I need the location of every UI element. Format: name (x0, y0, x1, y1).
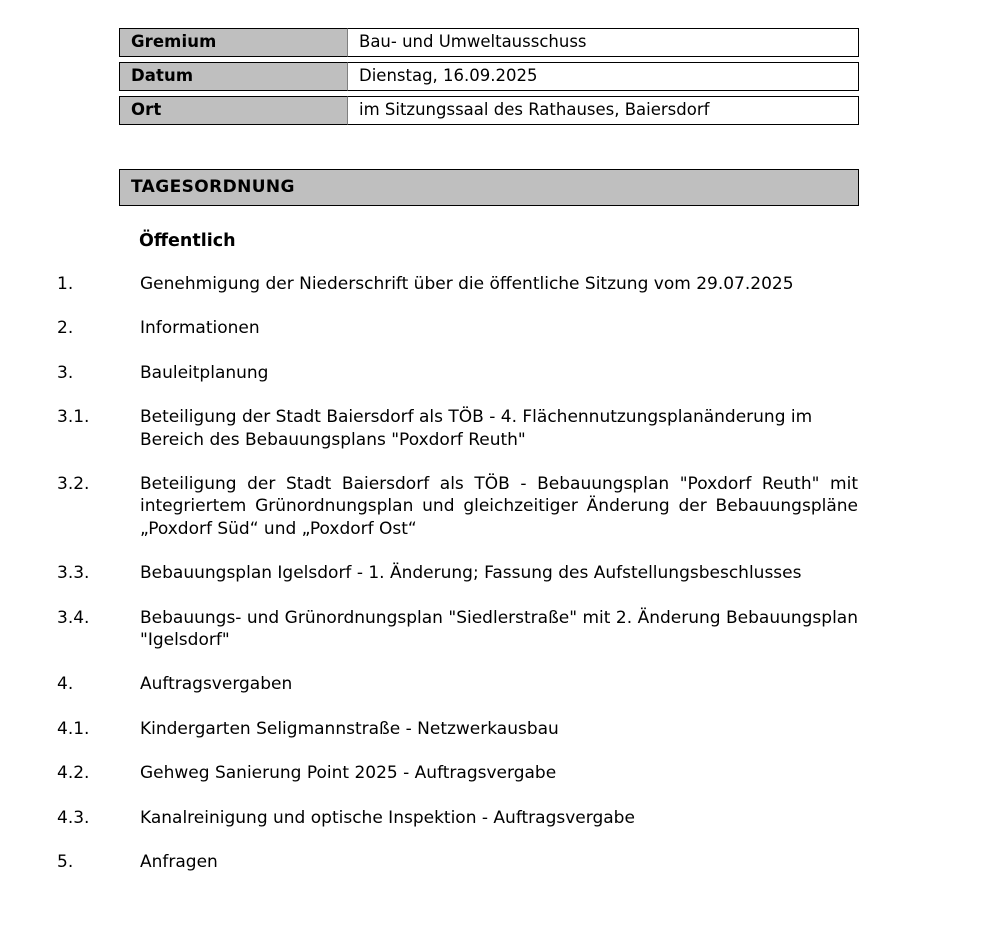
agenda-item-text: Bebauungsplan Igelsdorf - 1. Änderung; Fassung des Aufstellungsbeschlusses (140, 563, 802, 584)
metadata-label-datum: Datum (119, 62, 348, 91)
agenda-item-number: 4.2. (57, 763, 90, 784)
agenda-item-number: 2. (57, 318, 74, 339)
agenda-item-number: 3.1. (57, 407, 90, 428)
agenda-item-text: Gehweg Sanierung Point 2025 - Auftragsvergabe (140, 763, 557, 784)
list-item (57, 607, 858, 652)
agenda-item-text: Kindergarten Seligmannstraße - Netzwerkausbau (140, 718, 559, 739)
agenda-item-number: 3.4. (57, 607, 90, 628)
agenda-item-text: Bebauungs- und Grünordnungsplan "Siedlerstraße" mit 2. Änderung Bebauungsplan "Igelsdorf" (140, 607, 858, 651)
agenda-item-text: Bauleitplanung (140, 362, 269, 383)
agenda-item-number: 4. (57, 674, 74, 695)
agenda-item-text: Auftragsvergaben (140, 674, 293, 695)
list-item (57, 762, 858, 784)
table-row (119, 28, 859, 57)
list-item (57, 406, 858, 451)
agenda-item-text: Kanalreinigung und optische Inspektion - Auftragsvergabe (140, 807, 635, 828)
agenda-item-text: Informationen (140, 318, 260, 339)
agenda-item-text: Anfragen (140, 852, 218, 873)
section-heading-oeffentlich: Öffentlich (139, 231, 236, 251)
agenda-item-number: 4.1. (57, 718, 90, 739)
agenda-item-number: 4.3. (57, 807, 90, 828)
agenda-item-text: Beteiligung der Stadt Baiersdorf als TÖB - 4. Flächennutzungsplanänderung im Bereich des Bebauungsplans "Poxdorf Reuth" (140, 407, 813, 450)
list-item (57, 562, 858, 584)
table-row (119, 62, 859, 91)
list-item (57, 851, 858, 873)
table-row (119, 96, 859, 125)
agenda-item-number: 1. (57, 274, 74, 294)
list-item (57, 317, 858, 339)
metadata-label-gremium: Gremium (119, 28, 348, 57)
agenda-item-number: 3.2. (57, 474, 90, 495)
metadata-value-datum: Dienstag, 16.09.2025 (348, 62, 859, 91)
metadata-label-ort: Ort (119, 96, 348, 125)
agenda-item-text: Beteiligung der Stadt Baiersdorf als TÖB - Bebauungsplan "Poxdorf Reuth" mit integriertem Grünordnungsplan und gleichzeitiger Änderung der Bebauungspläne „Poxdorf Süd“ und „Poxdorf Ost“ (140, 474, 858, 539)
list-item (57, 718, 858, 740)
list-item (57, 807, 858, 829)
metadata-value-gremium: Bau- und Umweltausschuss (348, 28, 859, 57)
agenda-item-number: 3.3. (57, 563, 90, 584)
agenda-item-number: 5. (57, 852, 74, 873)
agenda-item-number: 3. (57, 362, 74, 383)
list-item (57, 362, 858, 384)
meeting-metadata-table (119, 28, 859, 130)
list-item (57, 673, 858, 695)
list-item (57, 473, 858, 540)
agenda-banner-title: TAGESORDNUNG (119, 169, 859, 206)
agenda-list (57, 273, 858, 896)
list-item (57, 273, 858, 295)
agenda-item-text: Genehmigung der Niederschrift über die öffentliche Sitzung vom 29.07.2025 (140, 274, 794, 294)
metadata-value-ort: im Sitzungssaal des Rathauses, Baiersdorf (348, 96, 859, 125)
